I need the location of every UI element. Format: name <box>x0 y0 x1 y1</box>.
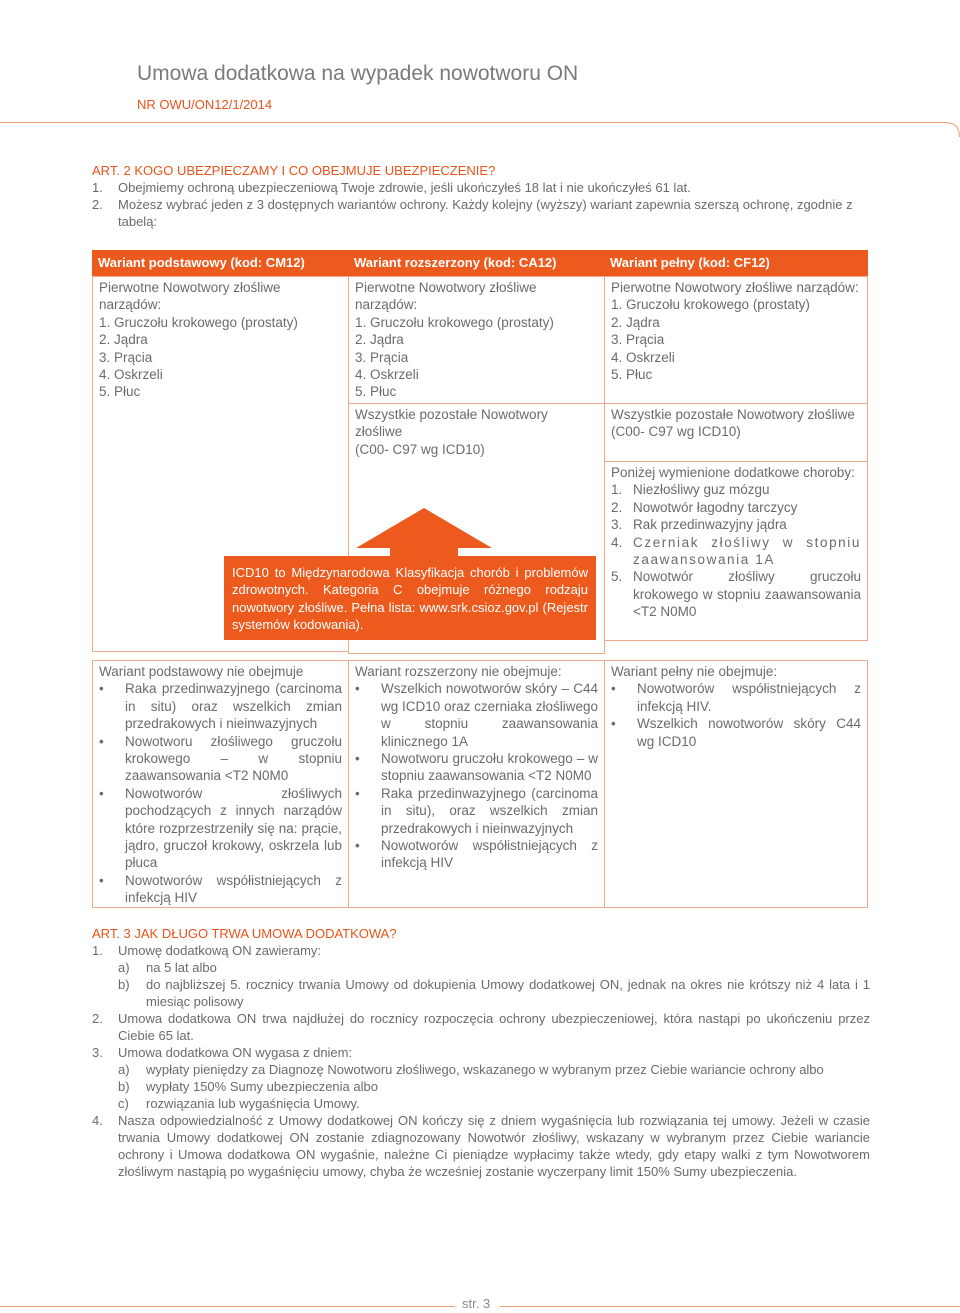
exclusion-item: • Nowotworów złośliwych pochodzących z innych narządów które rozprzestrzeniły się na: prącie, jądro, gruczoł krokowy, oskrzela lub płuca <box>99 785 342 872</box>
exclusion-item: • Nowotworów współistniejących z infekcją HIV <box>355 837 598 872</box>
header-full: Wariant pełny (kod: CF12) <box>610 255 770 270</box>
footer-divider-left <box>0 1306 455 1307</box>
art3-item-3b: b) wypłaty 150% Sumy ubezpieczenia albo <box>118 1079 378 1094</box>
art3-item-1b: b) do najbliższej 5. rocznicy trwania Umowy od dokupienia Umowy dodatkowej ON, jednak na okres nie krótszy niż 4 lata i 1 miesiąc polisowy <box>118 977 870 1009</box>
art2-item-1: 1. Obejmiemy ochroną ubezpieczeniową Twoje zdrowie, jeśli ukończyłeś 18 lat i nie ukończyłeś 61 lat. <box>92 180 691 195</box>
basic-exclusions-title: Wariant podstawowy nie obejmuje <box>99 664 304 679</box>
exclusion-item: • Nowotworów współistniejących z infekcją HIV <box>99 872 342 907</box>
document-code: NR OWU/ON12/1/2014 <box>137 97 273 112</box>
footer-divider-right <box>500 1306 960 1307</box>
additional-item: 3. Rak przedinwazyjny jądra <box>611 517 787 533</box>
art3-item-1a: a) na 5 lat albo <box>118 960 217 975</box>
full-primary-cell: Pierwotne Nowotwory złośliwe narządów: 1. Gruczołu krokowego (prostaty) 2. Jądra 3. Prącia 4. Oskrzeli 5. Płuc <box>604 276 868 404</box>
art3-item-3a: a) wypłaty pieniędzy za Diagnozę Nowotworu złośliwego, wskazanego w wybranym przez Ciebie wariancie ochrony albo <box>118 1062 824 1077</box>
full-others-cell: Wszystkie pozostałe Nowotwory złośliwe (C00- C97 wg ICD10) <box>604 403 868 462</box>
extended-others-cell: Wszystkie pozostałe Nowotwory złośliwe (C00- C97 wg ICD10) <box>348 403 605 469</box>
art3-item-4: 4. Nasza odpowiedzialność z Umowy dodatkowej ON kończy się z dniem wygaśnięcia lub rozwiązania tej umowy. Jeżeli w czasie trwania Umowy dodatkowej ON zostanie zdiagnozowany Nowotwór złośliwy, wskazany w wybranym przez Ciebie wariancie ochrony i Umowa dodatkowa ON wygaśnie, należne Ci pieniądze wypłacimy także wtedy, gdy etapy walki z tym Nowotworem złośliwym nastąpią po wygaśnięciu umowy, chyba że wcześniej zostanie wyczerpany limit 150% Sumy ubezpieczenia. <box>92 1113 870 1179</box>
page-number: str. 3 <box>462 1296 491 1311</box>
exclusion-item: • Nowotworu złośliwego gruczołu krokowego – w stopniu zaawansowania <T2 N0M0 <box>99 733 342 785</box>
art2-section <box>92 162 872 230</box>
primary-label: Pierwotne Nowotwory złośliwe narządów: <box>99 280 281 313</box>
exclusion-item: • Raka przedinwazyjnego (carcinoma in situ) oraz wszelkich zmian przedrakowych i nieinwazyjnych <box>99 680 342 732</box>
additional-item: 2. Nowotwór łagodny tarczycy <box>611 499 798 515</box>
additional-item: 4. Czerniak złośliwy w stopniu zaawansowania 1A <box>611 534 861 568</box>
art3-section <box>92 925 870 1180</box>
icd10-callout: ICD10 to Międzynarodowa Klasyfikacja chorób i problemów zdrowotnych. Kategoria C obejmuje różnego rodzaju nowotwory złośliwe. Pełna lista: www.srk.csioz.gov.pl (Rejestr systemów kodowania). <box>224 556 596 640</box>
basic-exclusions-cell <box>92 660 349 908</box>
exclusion-item: • Wszelkich nowotworów skóry C44 wg ICD10 <box>611 715 861 750</box>
exclusion-item: • Nowotworu gruczołu krokowego – w stopniu zaawansowania <T2 N0M0 <box>355 750 598 785</box>
extended-primary-cell: Pierwotne Nowotwory złośliwe narządów: 1. Gruczołu krokowego (prostaty) 2. Jądra 3. Prącia 4. Oskrzeli 5. Płuc <box>348 276 605 654</box>
exclusion-item: • Wszelkich nowotworów skóry – C44 wg ICD10 oraz czerniaka złośliwego w stopniu zaawansowania klinicznego 1A <box>355 680 598 750</box>
full-exclusions-title: Wariant pełny nie obejmuje: <box>611 664 778 679</box>
additional-item: 1. Niezłośliwy guz mózgu <box>611 482 770 498</box>
extended-exclusions-cell <box>348 660 605 908</box>
arrow-stem <box>390 546 458 556</box>
extended-exclusions-title: Wariant rozszerzony nie obejmuje: <box>355 664 562 679</box>
exclusion-item: • Nowotworów współistniejących z infekcją HIV. <box>611 680 861 715</box>
header-extended: Wariant rozszerzony (kod: CA12) <box>354 255 557 270</box>
document-title: Umowa dodatkowa na wypadek nowotworu ON <box>137 62 579 85</box>
exclusion-item: • Raka przedinwazyjnego (carcinoma in situ), oraz wszelkich zmian przedrakowych i nieinwazyjnych <box>355 785 598 837</box>
art3-item-3c: c) rozwiązania lub wygaśnięcia Umowy. <box>118 1096 360 1111</box>
primary-label: Pierwotne Nowotwory złośliwe narządów: <box>611 280 859 295</box>
arrow-up-icon <box>356 508 492 548</box>
art3-item-2: 2. Umowa dodatkowa ON trwa najdłużej do rocznicy rozpoczęcia ochrony ubezpieczeniowej, która nastąpi po ukończeniu przez Ciebie 65 lat. <box>92 1011 870 1043</box>
header-divider <box>0 122 945 123</box>
full-additional-cell <box>604 461 868 641</box>
basic-primary-cell: Pierwotne Nowotwory złośliwe narządów: 1. Gruczołu krokowego (prostaty) 2. Jądra 3. Prącia 4. Oskrzeli 5. Płuc <box>92 276 349 652</box>
header-divider-corner <box>945 122 960 137</box>
art3-item-1: 1. Umowę dodatkową ON zawieramy: <box>92 943 322 958</box>
art2-heading: ART. 2 KOGO UBEZPIECZAMY I CO OBEJMUJE UBEZPIECZENIE? <box>92 163 496 178</box>
art3-item-3: 3. Umowa dodatkowa ON wygasa z dniem: <box>92 1045 353 1060</box>
art3-heading: ART. 3 JAK DŁUGO TRWA UMOWA DODATKOWA? <box>92 926 397 941</box>
primary-label: Pierwotne Nowotwory złośliwe narządów: <box>355 280 537 313</box>
additional-label: Poniżej wymienione dodatkowe choroby: <box>611 465 855 480</box>
full-exclusions-cell <box>604 660 868 908</box>
additional-item: 5. Nowotwór złośliwy gruczołu krokowego w stopniu zaawansowania <T2 N0M0 <box>611 569 861 620</box>
art2-item-2: 2. Możesz wybrać jeden z 3 dostępnych wariantów ochrony. Każdy kolejny (wyższy) wariant zapewnia szerszą ochronę, zgodnie z tabelą: <box>92 197 853 229</box>
header-basic: Wariant podstawowy (kod: CM12) <box>98 255 305 270</box>
